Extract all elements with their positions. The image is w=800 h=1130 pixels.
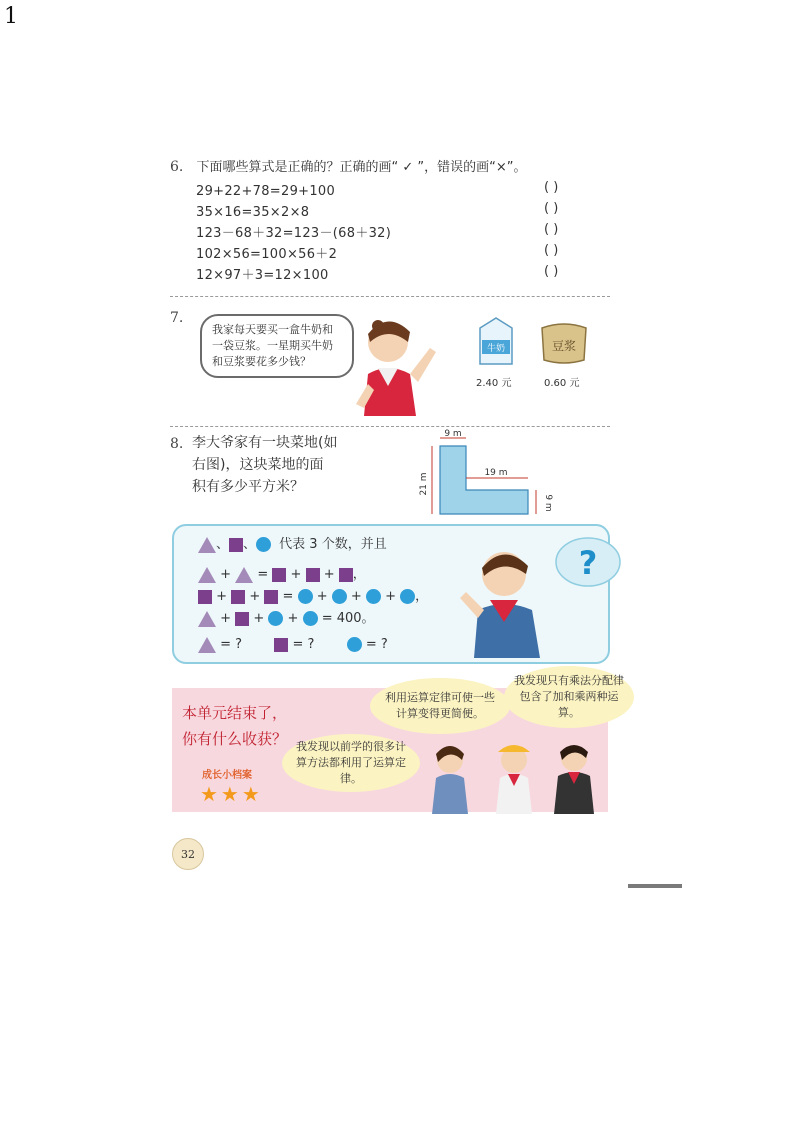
- plus-sign: +: [290, 567, 302, 582]
- circle-icon: [400, 589, 415, 604]
- circle-icon: [268, 611, 283, 626]
- question-8-number: 8.: [170, 436, 184, 452]
- triangle-icon: [198, 611, 216, 627]
- summary-title-line: 本单元结束了，: [182, 704, 288, 722]
- question-6-number: 6.: [170, 159, 184, 175]
- plus-sign: +: [350, 589, 362, 604]
- dim-inner-label: 19 m: [484, 468, 508, 478]
- equals-sign: =: [282, 589, 294, 604]
- star-rating: ★★★: [200, 782, 263, 806]
- plus-sign: +: [253, 611, 265, 626]
- growth-archive-label: 成长小档案: [202, 770, 252, 781]
- soy-label: 豆浆: [551, 339, 577, 353]
- square-icon: [306, 568, 320, 582]
- question-8-line: 右图)，这块菜地的面: [192, 457, 324, 473]
- square-icon: [274, 638, 288, 652]
- divider: [170, 296, 610, 297]
- answer-text: = ?: [220, 637, 243, 652]
- question-mark: ?: [578, 544, 598, 582]
- question-6: [170, 156, 670, 175]
- triangle-icon: [198, 637, 216, 653]
- equation-text: 35×16=35×2×8: [196, 205, 310, 220]
- separator: 、: [216, 537, 230, 552]
- list-item: [196, 264, 616, 285]
- summary-title-line: 你有什么收获？: [182, 730, 288, 748]
- soy-price: 0.60 元: [544, 378, 580, 389]
- question-8-text: [192, 432, 337, 498]
- equation-text: 12×97＋3=12×100: [196, 268, 329, 283]
- square-icon: [272, 568, 286, 582]
- square-icon: [339, 568, 353, 582]
- plus-sign: +: [220, 611, 232, 626]
- list-item: [196, 201, 616, 222]
- plus-sign: +: [287, 611, 299, 626]
- page-number: 32: [172, 838, 204, 870]
- equation-text: 102×56=100×56＋2: [196, 247, 338, 262]
- dim-left-label: 21 m: [419, 472, 429, 496]
- divider: [628, 884, 682, 888]
- plus-sign: +: [323, 567, 335, 582]
- puzzle-equation-1: [198, 564, 366, 586]
- soy-milk-bag-icon: [538, 320, 590, 366]
- list-item: [196, 222, 616, 243]
- garden-diagram: [410, 428, 560, 520]
- equation-result: = 400。: [321, 611, 375, 626]
- children-illustration: [428, 738, 608, 814]
- answer-blank[interactable]: ( ): [544, 222, 559, 237]
- triangle-icon: [235, 567, 253, 583]
- puzzle-answers: [198, 634, 388, 656]
- equation-text: 123－68＋32=123－(68＋32): [196, 226, 392, 241]
- speech-bubble: 利用运算定律可使一些计算变得更简便。: [370, 678, 510, 734]
- plus-sign: +: [385, 589, 396, 604]
- plus-sign: +: [220, 567, 232, 582]
- triangle-icon: [198, 537, 216, 553]
- milk-label: 牛奶: [486, 344, 506, 354]
- square-icon: [198, 590, 212, 604]
- question-6-list: [196, 180, 616, 285]
- answer-blank[interactable]: ( ): [544, 201, 559, 216]
- question-8-line: 积有多少平方米？: [192, 479, 304, 495]
- square-icon: [231, 590, 245, 604]
- dim-right-label: 9 m: [543, 494, 553, 512]
- milk-carton-icon: [474, 316, 518, 366]
- plus-sign: +: [216, 589, 228, 604]
- answer-text: = ?: [292, 637, 315, 652]
- equals-sign: =: [257, 567, 269, 582]
- question-7-number: 7.: [170, 310, 184, 326]
- speech-bubble: 我发现以前学的很多计算方法都利用了运算定律。: [282, 734, 420, 792]
- list-item: [196, 243, 616, 264]
- textbook-page: [140, 130, 680, 890]
- speech-bubble: 我发现只有乘法分配律包含了加和乘两种运算。: [504, 666, 634, 728]
- summary-title: [182, 700, 287, 752]
- comma: ，: [352, 567, 366, 582]
- square-icon: [235, 612, 249, 626]
- circle-icon: [366, 589, 381, 604]
- square-icon: [229, 538, 243, 552]
- question-8-line: 李大爷家有一块菜地(如: [192, 435, 338, 451]
- circle-icon: [347, 637, 362, 652]
- girl-illustration: [348, 312, 444, 418]
- puzzle-intro-text: 代表 3 个数，并且: [279, 537, 387, 552]
- puzzle-equation-2: [198, 586, 428, 608]
- corner-number: 1: [4, 4, 18, 29]
- plus-sign: +: [249, 589, 261, 604]
- separator: 、: [243, 537, 257, 552]
- puzzle-intro: [198, 534, 387, 556]
- equation-text: 29+22+78=29+100: [196, 184, 336, 199]
- divider: [170, 426, 610, 427]
- milk-price: 2.40 元: [476, 378, 512, 389]
- question-cloud-icon: [552, 530, 624, 592]
- comma: ，: [415, 589, 429, 604]
- puzzle-box: [172, 524, 610, 664]
- puzzle-equation-3: [198, 608, 375, 630]
- list-item: [196, 180, 616, 201]
- plus-sign: +: [316, 589, 328, 604]
- answer-blank[interactable]: ( ): [544, 264, 559, 279]
- answer-blank[interactable]: ( ): [544, 180, 559, 195]
- dim-top-label: 9 m: [444, 429, 462, 439]
- answer-blank[interactable]: ( ): [544, 243, 559, 258]
- boy-illustration: [454, 538, 564, 658]
- square-icon: [264, 590, 278, 604]
- circle-icon: [256, 537, 271, 552]
- circle-icon: [298, 589, 313, 604]
- question-6-instruction: 下面哪些算式是正确的？正确的画“ ✓ ”，错误的画“×”。: [196, 160, 527, 175]
- speech-bubble: 我家每天要买一盒牛奶和一袋豆浆。一星期买牛奶和豆浆要花多少钱？: [200, 314, 354, 378]
- circle-icon: [303, 611, 318, 626]
- answer-text: = ?: [365, 637, 388, 652]
- circle-icon: [332, 589, 347, 604]
- triangle-icon: [198, 567, 216, 583]
